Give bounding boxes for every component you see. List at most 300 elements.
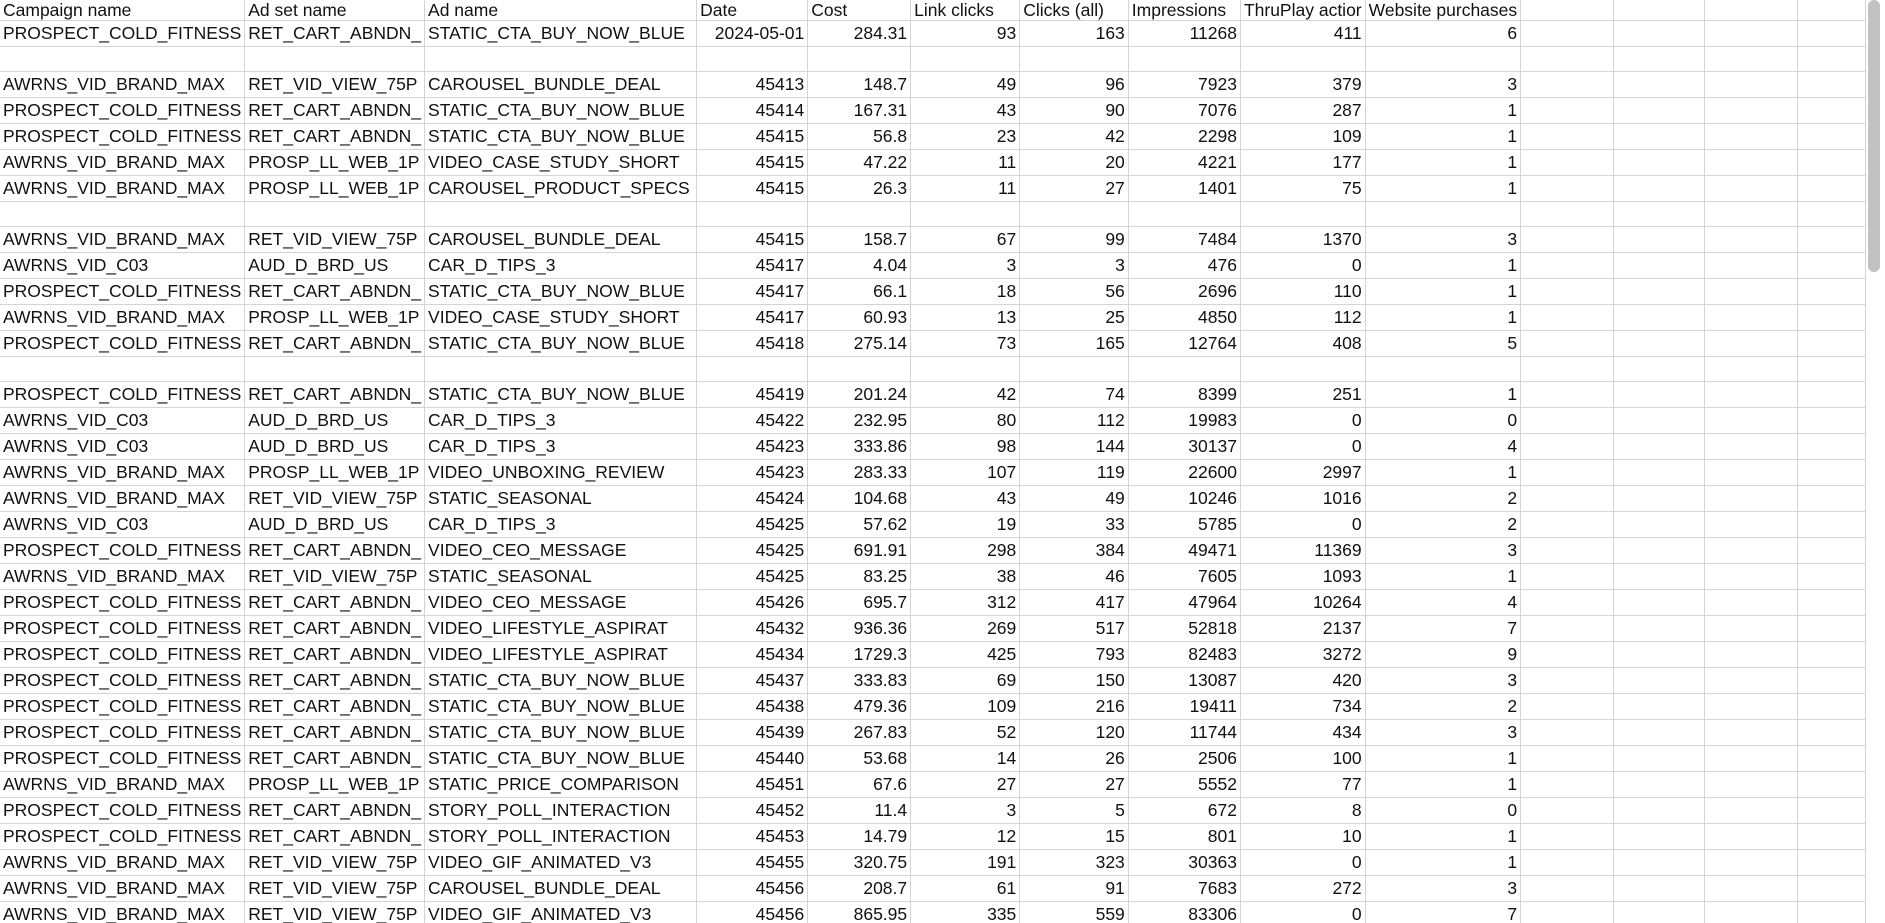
cell[interactable]: 333.83 — [808, 668, 911, 694]
column-header[interactable] — [1521, 0, 1614, 21]
cell[interactable] — [1797, 668, 1865, 694]
cell[interactable]: 11369 — [1240, 538, 1365, 564]
cell[interactable]: AUD_D_BRD_US — [245, 253, 425, 279]
cell[interactable]: 216 — [1020, 694, 1129, 720]
cell[interactable]: 1 — [1365, 305, 1521, 331]
cell[interactable] — [1797, 460, 1865, 486]
cell[interactable] — [1521, 21, 1614, 47]
cell[interactable]: AWRNS_VID_BRAND_MAX — [0, 176, 245, 202]
column-header[interactable] — [1705, 0, 1798, 21]
cell[interactable]: 1 — [1365, 772, 1521, 798]
cell[interactable]: 165 — [1020, 331, 1129, 357]
cell[interactable] — [425, 202, 697, 227]
cell[interactable] — [1797, 616, 1865, 642]
cell[interactable] — [1613, 21, 1705, 47]
cell[interactable]: 83.25 — [808, 564, 911, 590]
cell[interactable]: 45455 — [697, 850, 808, 876]
cell[interactable] — [1613, 408, 1705, 434]
cell[interactable]: 2 — [1365, 486, 1521, 512]
cell[interactable]: PROSPECT_COLD_FITNESS — [0, 746, 245, 772]
cell[interactable]: 12 — [911, 824, 1020, 850]
cell[interactable]: AWRNS_VID_C03 — [0, 512, 245, 538]
cell[interactable]: AUD_D_BRD_US — [245, 434, 425, 460]
cell[interactable]: 45418 — [697, 331, 808, 357]
cell[interactable]: STORY_POLL_INTERACTION — [425, 824, 697, 850]
cell[interactable]: 3 — [1020, 253, 1129, 279]
cell[interactable] — [1797, 694, 1865, 720]
cell[interactable]: 2137 — [1240, 616, 1365, 642]
cell[interactable]: STATIC_SEASONAL — [425, 486, 697, 512]
cell[interactable]: AWRNS_VID_BRAND_MAX — [0, 850, 245, 876]
cell[interactable]: 5552 — [1128, 772, 1240, 798]
cell[interactable]: 1 — [1365, 564, 1521, 590]
cell[interactable]: 47964 — [1128, 590, 1240, 616]
cell[interactable]: PROSP_LL_WEB_1P — [245, 460, 425, 486]
cell[interactable] — [0, 47, 245, 72]
cell[interactable]: PROSPECT_COLD_FITNESS — [0, 798, 245, 824]
cell[interactable]: 1729.3 — [808, 642, 911, 668]
cell[interactable]: AWRNS_VID_BRAND_MAX — [0, 772, 245, 798]
cell[interactable]: AUD_D_BRD_US — [245, 512, 425, 538]
cell[interactable]: 10246 — [1128, 486, 1240, 512]
cell[interactable]: 60.93 — [808, 305, 911, 331]
cell[interactable]: 1 — [1365, 824, 1521, 850]
cell[interactable]: 45415 — [697, 150, 808, 176]
cell[interactable]: RET_VID_VIEW_75P — [245, 72, 425, 98]
cell[interactable]: 320.75 — [808, 850, 911, 876]
cell[interactable]: CAR_D_TIPS_3 — [425, 408, 697, 434]
cell[interactable]: 801 — [1128, 824, 1240, 850]
cell[interactable] — [1797, 772, 1865, 798]
cell[interactable]: 45413 — [697, 72, 808, 98]
cell[interactable]: 45440 — [697, 746, 808, 772]
cell[interactable] — [1240, 357, 1365, 382]
cell[interactable] — [1705, 331, 1798, 357]
cell[interactable] — [1613, 279, 1705, 305]
cell[interactable]: 67 — [911, 227, 1020, 253]
cell[interactable]: RET_CART_ABNDN_ — [245, 382, 425, 408]
cell[interactable]: 13087 — [1128, 668, 1240, 694]
cell[interactable] — [1521, 564, 1614, 590]
cell[interactable] — [0, 202, 245, 227]
cell[interactable]: VIDEO_CEO_MESSAGE — [425, 538, 697, 564]
cell[interactable] — [1128, 47, 1240, 72]
cell[interactable]: 53.68 — [808, 746, 911, 772]
cell[interactable]: PROSP_LL_WEB_1P — [245, 150, 425, 176]
cell[interactable]: RET_CART_ABNDN_ — [245, 98, 425, 124]
cell[interactable] — [1613, 382, 1705, 408]
cell[interactable] — [1797, 486, 1865, 512]
cell[interactable] — [1521, 176, 1614, 202]
cell[interactable] — [1797, 124, 1865, 150]
cell[interactable]: 80 — [911, 408, 1020, 434]
cell[interactable] — [1521, 512, 1614, 538]
cell[interactable] — [1797, 798, 1865, 824]
cell[interactable]: 4 — [1365, 434, 1521, 460]
cell[interactable]: RET_CART_ABNDN_ — [245, 798, 425, 824]
cell[interactable]: 7076 — [1128, 98, 1240, 124]
cell[interactable]: AWRNS_VID_BRAND_MAX — [0, 902, 245, 923]
cell[interactable]: 298 — [911, 538, 1020, 564]
cell[interactable]: 52818 — [1128, 616, 1240, 642]
cell[interactable] — [1521, 746, 1614, 772]
cell[interactable]: 1370 — [1240, 227, 1365, 253]
cell[interactable]: 26 — [1020, 746, 1129, 772]
cell[interactable] — [1797, 720, 1865, 746]
cell[interactable] — [1613, 227, 1705, 253]
cell[interactable] — [245, 202, 425, 227]
cell[interactable]: 191 — [911, 850, 1020, 876]
cell[interactable]: 0 — [1240, 512, 1365, 538]
cell[interactable]: 46 — [1020, 564, 1129, 590]
cell[interactable]: VIDEO_UNBOXING_REVIEW — [425, 460, 697, 486]
cell[interactable]: STATIC_CTA_BUY_NOW_BLUE — [425, 21, 697, 47]
cell[interactable]: 734 — [1240, 694, 1365, 720]
cell[interactable] — [1613, 694, 1705, 720]
cell[interactable]: CAROUSEL_BUNDLE_DEAL — [425, 227, 697, 253]
cell[interactable] — [1705, 720, 1798, 746]
cell[interactable]: 45456 — [697, 902, 808, 923]
cell[interactable] — [1705, 564, 1798, 590]
cell[interactable]: 411 — [1240, 21, 1365, 47]
cell[interactable]: 56.8 — [808, 124, 911, 150]
cell[interactable] — [1705, 746, 1798, 772]
cell[interactable] — [1797, 72, 1865, 98]
cell[interactable]: PROSPECT_COLD_FITNESS — [0, 382, 245, 408]
cell[interactable]: 45424 — [697, 486, 808, 512]
cell[interactable] — [1521, 124, 1614, 150]
column-header[interactable]: Date — [697, 0, 808, 21]
cell[interactable]: 45452 — [697, 798, 808, 824]
cell[interactable] — [1797, 564, 1865, 590]
cell[interactable]: RET_VID_VIEW_75P — [245, 876, 425, 902]
cell[interactable]: STATIC_CTA_BUY_NOW_BLUE — [425, 694, 697, 720]
cell[interactable] — [1613, 798, 1705, 824]
cell[interactable]: AWRNS_VID_BRAND_MAX — [0, 305, 245, 331]
cell[interactable]: AWRNS_VID_C03 — [0, 253, 245, 279]
cell[interactable]: 45423 — [697, 434, 808, 460]
cell[interactable] — [1521, 694, 1614, 720]
cell[interactable]: 109 — [911, 694, 1020, 720]
cell[interactable] — [697, 202, 808, 227]
cell[interactable]: 42 — [1020, 124, 1129, 150]
cell[interactable] — [1521, 72, 1614, 98]
cell[interactable]: STATIC_CTA_BUY_NOW_BLUE — [425, 331, 697, 357]
column-header[interactable]: Cost — [808, 0, 911, 21]
cell[interactable] — [1705, 434, 1798, 460]
cell[interactable] — [1797, 357, 1865, 382]
cell[interactable] — [1705, 512, 1798, 538]
cell[interactable] — [425, 47, 697, 72]
cell[interactable] — [0, 357, 245, 382]
cell[interactable] — [1521, 772, 1614, 798]
cell[interactable]: 1 — [1365, 382, 1521, 408]
cell[interactable] — [1521, 227, 1614, 253]
cell[interactable]: 45425 — [697, 538, 808, 564]
cell[interactable]: 7484 — [1128, 227, 1240, 253]
cell[interactable] — [1521, 642, 1614, 668]
cell[interactable] — [1705, 408, 1798, 434]
cell[interactable] — [1128, 357, 1240, 382]
cell[interactable] — [1797, 382, 1865, 408]
cell[interactable]: RET_VID_VIEW_75P — [245, 227, 425, 253]
cell[interactable] — [1613, 850, 1705, 876]
cell[interactable] — [1797, 227, 1865, 253]
cell[interactable] — [1020, 202, 1129, 227]
cell[interactable] — [1613, 202, 1705, 227]
cell[interactable] — [1521, 616, 1614, 642]
cell[interactable]: 10264 — [1240, 590, 1365, 616]
cell[interactable]: 2024-05-01 — [697, 21, 808, 47]
cell[interactable]: 56 — [1020, 279, 1129, 305]
cell[interactable]: 7 — [1365, 616, 1521, 642]
cell[interactable]: 0 — [1365, 408, 1521, 434]
cell[interactable] — [1705, 253, 1798, 279]
cell[interactable]: 4.04 — [808, 253, 911, 279]
cell[interactable] — [1521, 460, 1614, 486]
cell[interactable]: 45439 — [697, 720, 808, 746]
cell[interactable] — [1705, 616, 1798, 642]
cell[interactable]: RET_CART_ABNDN_ — [245, 124, 425, 150]
cell[interactable]: PROSP_LL_WEB_1P — [245, 305, 425, 331]
cell[interactable] — [1705, 772, 1798, 798]
cell[interactable]: PROSPECT_COLD_FITNESS — [0, 694, 245, 720]
cell[interactable]: 52 — [911, 720, 1020, 746]
cell[interactable]: PROSPECT_COLD_FITNESS — [0, 824, 245, 850]
cell[interactable]: 18 — [911, 279, 1020, 305]
cell[interactable]: 2997 — [1240, 460, 1365, 486]
cell[interactable]: 57.62 — [808, 512, 911, 538]
cell[interactable]: 112 — [1240, 305, 1365, 331]
cell[interactable] — [425, 357, 697, 382]
cell[interactable] — [1705, 47, 1798, 72]
cell[interactable] — [1705, 902, 1798, 923]
cell[interactable]: 0 — [1240, 253, 1365, 279]
cell[interactable]: 11268 — [1128, 21, 1240, 47]
cell[interactable]: 45425 — [697, 564, 808, 590]
cell[interactable]: VIDEO_CASE_STUDY_SHORT — [425, 150, 697, 176]
cell[interactable]: 109 — [1240, 124, 1365, 150]
cell[interactable] — [1613, 305, 1705, 331]
cell[interactable] — [697, 357, 808, 382]
cell[interactable] — [1797, 512, 1865, 538]
cell[interactable] — [1797, 590, 1865, 616]
cell[interactable]: 23 — [911, 124, 1020, 150]
cell[interactable]: 2696 — [1128, 279, 1240, 305]
cell[interactable]: 45426 — [697, 590, 808, 616]
cell[interactable] — [1797, 902, 1865, 923]
cell[interactable]: 14 — [911, 746, 1020, 772]
cell[interactable]: 517 — [1020, 616, 1129, 642]
column-header[interactable]: ThruPlay actior — [1240, 0, 1365, 21]
cell[interactable] — [1613, 720, 1705, 746]
cell[interactable] — [1613, 434, 1705, 460]
cell[interactable]: VIDEO_CEO_MESSAGE — [425, 590, 697, 616]
cell[interactable]: 3 — [1365, 720, 1521, 746]
cell[interactable]: 420 — [1240, 668, 1365, 694]
cell[interactable]: 45453 — [697, 824, 808, 850]
cell[interactable] — [1705, 98, 1798, 124]
cell[interactable]: 119 — [1020, 460, 1129, 486]
cell[interactable]: 1 — [1365, 176, 1521, 202]
cell[interactable] — [1705, 382, 1798, 408]
cell[interactable]: 49471 — [1128, 538, 1240, 564]
cell[interactable]: 30363 — [1128, 850, 1240, 876]
cell[interactable] — [1613, 564, 1705, 590]
cell[interactable]: 417 — [1020, 590, 1129, 616]
cell[interactable]: 45423 — [697, 460, 808, 486]
cell[interactable]: 43 — [911, 486, 1020, 512]
cell[interactable] — [1705, 72, 1798, 98]
cell[interactable]: PROSP_LL_WEB_1P — [245, 772, 425, 798]
cell[interactable]: 6 — [1365, 21, 1521, 47]
cell[interactable]: 112 — [1020, 408, 1129, 434]
cell[interactable]: 4850 — [1128, 305, 1240, 331]
cell[interactable]: 45434 — [697, 642, 808, 668]
cell[interactable]: 19983 — [1128, 408, 1240, 434]
cell[interactable]: 45417 — [697, 279, 808, 305]
column-header[interactable]: Ad set name — [245, 0, 425, 21]
cell[interactable]: AWRNS_VID_BRAND_MAX — [0, 876, 245, 902]
cell[interactable] — [911, 47, 1020, 72]
cell[interactable] — [1521, 434, 1614, 460]
cell[interactable]: 27 — [1020, 176, 1129, 202]
cell[interactable]: 333.86 — [808, 434, 911, 460]
cell[interactable]: 0 — [1240, 902, 1365, 923]
cell[interactable]: STATIC_CTA_BUY_NOW_BLUE — [425, 98, 697, 124]
cell[interactable] — [1797, 98, 1865, 124]
cell[interactable]: 3 — [1365, 227, 1521, 253]
cell[interactable]: RET_VID_VIEW_75P — [245, 850, 425, 876]
cell[interactable] — [1613, 876, 1705, 902]
cell[interactable] — [911, 202, 1020, 227]
cell[interactable]: 1093 — [1240, 564, 1365, 590]
cell[interactable]: AWRNS_VID_BRAND_MAX — [0, 72, 245, 98]
cell[interactable]: 150 — [1020, 668, 1129, 694]
cell[interactable] — [1020, 357, 1129, 382]
cell[interactable] — [1613, 150, 1705, 176]
cell[interactable]: 275.14 — [808, 331, 911, 357]
cell[interactable]: RET_CART_ABNDN_ — [245, 668, 425, 694]
cell[interactable]: 69 — [911, 668, 1020, 694]
cell[interactable]: CAROUSEL_BUNDLE_DEAL — [425, 876, 697, 902]
cell[interactable]: 384 — [1020, 538, 1129, 564]
cell[interactable]: 0 — [1240, 850, 1365, 876]
cell[interactable] — [1521, 798, 1614, 824]
cell[interactable]: 691.91 — [808, 538, 911, 564]
column-header[interactable]: Ad name — [425, 0, 697, 21]
cell[interactable] — [1705, 824, 1798, 850]
cell[interactable] — [697, 47, 808, 72]
cell[interactable]: 43 — [911, 98, 1020, 124]
column-header[interactable] — [1613, 0, 1705, 21]
cell[interactable] — [1797, 47, 1865, 72]
cell[interactable]: 98 — [911, 434, 1020, 460]
cell[interactable]: 5785 — [1128, 512, 1240, 538]
cell[interactable] — [1705, 176, 1798, 202]
cell[interactable]: 45414 — [697, 98, 808, 124]
cell[interactable]: 936.36 — [808, 616, 911, 642]
cell[interactable] — [1521, 408, 1614, 434]
cell[interactable]: 13 — [911, 305, 1020, 331]
cell[interactable]: 3 — [1365, 668, 1521, 694]
cell[interactable]: 208.7 — [808, 876, 911, 902]
cell[interactable]: 33 — [1020, 512, 1129, 538]
cell[interactable]: 11 — [911, 150, 1020, 176]
cell[interactable] — [1613, 772, 1705, 798]
cell[interactable]: AWRNS_VID_BRAND_MAX — [0, 460, 245, 486]
cell[interactable]: 120 — [1020, 720, 1129, 746]
cell[interactable] — [1613, 746, 1705, 772]
cell[interactable]: PROSPECT_COLD_FITNESS — [0, 642, 245, 668]
cell[interactable] — [1705, 642, 1798, 668]
cell[interactable]: 42 — [911, 382, 1020, 408]
cell[interactable] — [1705, 305, 1798, 331]
cell[interactable] — [1797, 876, 1865, 902]
cell[interactable] — [1613, 124, 1705, 150]
cell[interactable] — [1797, 746, 1865, 772]
cell[interactable]: STATIC_CTA_BUY_NOW_BLUE — [425, 279, 697, 305]
cell[interactable]: PROSPECT_COLD_FITNESS — [0, 279, 245, 305]
cell[interactable]: 11 — [911, 176, 1020, 202]
cell[interactable]: PROSPECT_COLD_FITNESS — [0, 21, 245, 47]
cell[interactable]: RET_CART_ABNDN_ — [245, 642, 425, 668]
cell[interactable] — [1521, 590, 1614, 616]
cell[interactable]: 425 — [911, 642, 1020, 668]
cell[interactable]: CAR_D_TIPS_3 — [425, 434, 697, 460]
cell[interactable] — [1521, 824, 1614, 850]
cell[interactable]: 559 — [1020, 902, 1129, 923]
cell[interactable]: 45419 — [697, 382, 808, 408]
cell[interactable] — [1797, 176, 1865, 202]
cell[interactable]: 8 — [1240, 798, 1365, 824]
cell[interactable]: RET_VID_VIEW_75P — [245, 564, 425, 590]
cell[interactable] — [1613, 72, 1705, 98]
cell[interactable]: CAROUSEL_PRODUCT_SPECS — [425, 176, 697, 202]
cell[interactable]: 82483 — [1128, 642, 1240, 668]
cell[interactable]: 110 — [1240, 279, 1365, 305]
cell[interactable] — [1521, 253, 1614, 279]
cell[interactable]: 1 — [1365, 124, 1521, 150]
cell[interactable]: 15 — [1020, 824, 1129, 850]
cell[interactable] — [1705, 486, 1798, 512]
cell[interactable]: 11744 — [1128, 720, 1240, 746]
cell[interactable]: 45451 — [697, 772, 808, 798]
cell[interactable]: 26.3 — [808, 176, 911, 202]
cell[interactable]: PROSPECT_COLD_FITNESS — [0, 124, 245, 150]
cell[interactable]: 67.6 — [808, 772, 911, 798]
cell[interactable]: 20 — [1020, 150, 1129, 176]
cell[interactable] — [1797, 331, 1865, 357]
cell[interactable]: PROSPECT_COLD_FITNESS — [0, 538, 245, 564]
cell[interactable]: 335 — [911, 902, 1020, 923]
cell[interactable] — [1613, 538, 1705, 564]
cell[interactable]: 0 — [1240, 434, 1365, 460]
cell[interactable]: 148.7 — [808, 72, 911, 98]
cell[interactable] — [1705, 850, 1798, 876]
cell[interactable]: 49 — [911, 72, 1020, 98]
cell[interactable]: 3 — [1365, 538, 1521, 564]
column-header[interactable] — [1797, 0, 1865, 21]
cell[interactable] — [1705, 124, 1798, 150]
cell[interactable]: 22600 — [1128, 460, 1240, 486]
cell[interactable] — [1240, 47, 1365, 72]
cell[interactable]: 201.24 — [808, 382, 911, 408]
cell[interactable] — [1705, 876, 1798, 902]
cell[interactable]: 77 — [1240, 772, 1365, 798]
cell[interactable]: 45417 — [697, 305, 808, 331]
cell[interactable] — [245, 357, 425, 382]
